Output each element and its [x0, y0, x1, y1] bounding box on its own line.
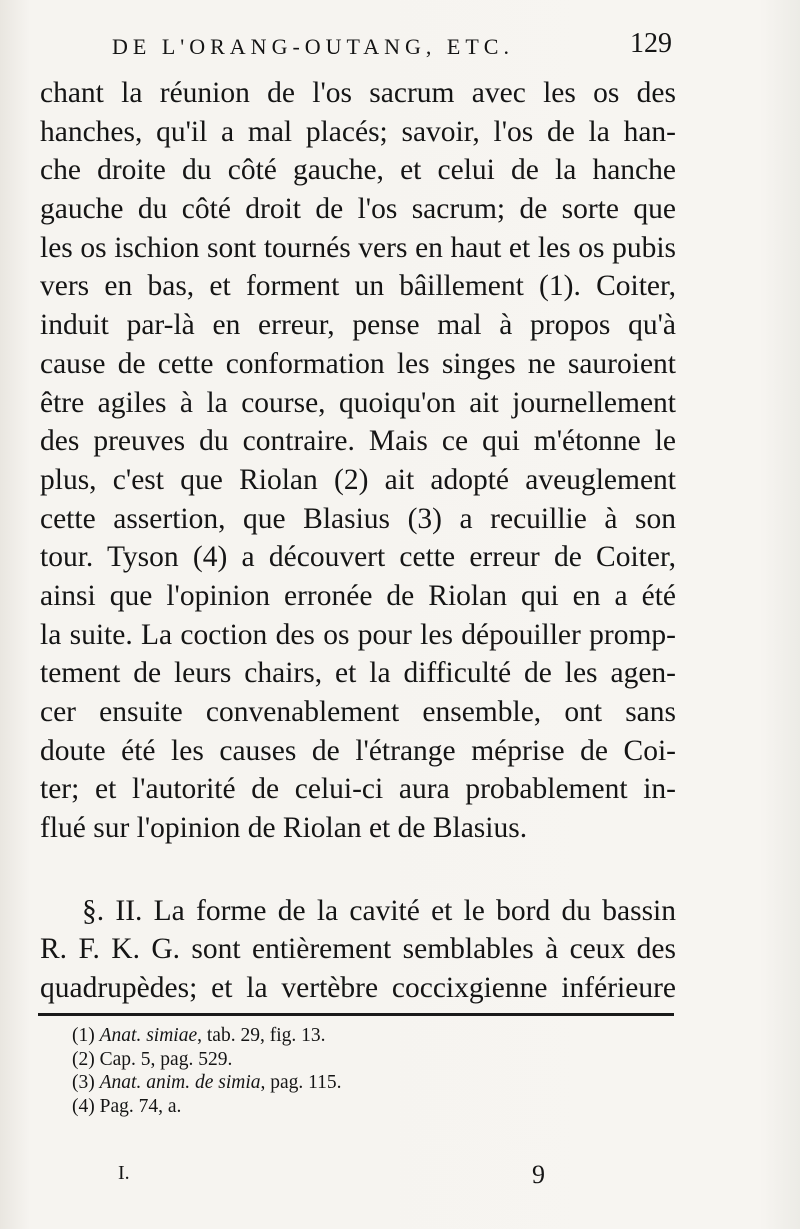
text-line: la suite. La coction des os pour les dépouiller promp-: [40, 618, 676, 651]
footnote: [72, 1048, 672, 1072]
footnote-mark: (4): [72, 1095, 100, 1117]
text-line: les os ischion sont tournés vers en haut et les os pubis: [40, 231, 676, 264]
text-line: plus, c'est que Riolan (2) ait adopté aveuglement: [40, 463, 676, 496]
text-line: cette assertion, que Blasius (3) a recuillie à son: [40, 502, 676, 535]
footnote-mark: (3): [72, 1072, 100, 1094]
text-line: cause de cette conformation les singes ne sauroient: [40, 347, 676, 380]
text-line: quadrupèdes; et la vertèbre coccixgienne inférieure: [40, 972, 676, 1005]
paragraph-2: [40, 892, 676, 1008]
text-line: tour. Tyson (4) a découvert cette erreur de Coiter,: [40, 541, 676, 574]
text-line: cer ensuite convenablement ensemble, ont sans: [40, 696, 676, 728]
footnote-title: Anat. simiae: [99, 1025, 198, 1046]
footnotes: [72, 1024, 672, 1118]
text-line: être agiles à la course, quoiqu'on ait journellement: [40, 386, 676, 419]
page-header: [112, 28, 672, 68]
text-line: chant la réunion de l'os sacrum avec les os des: [40, 77, 676, 109]
text-line: tement de leurs chairs, et la difficulté de les agen-: [40, 657, 676, 690]
text-line: des preuves du contraire. Mais ce qui m'étonne le: [40, 425, 676, 458]
text-line: che droite du côté gauche, et celui de la hanche: [40, 154, 676, 187]
footnote-reference: , pag. 115.: [260, 1072, 342, 1094]
text-line: flué sur l'opinion de Riolan et de Blasius.: [40, 812, 528, 845]
footnote-reference: Pag. 74, a.: [99, 1095, 182, 1117]
footnote-reference: Cap. 5, pag. 529.: [99, 1048, 233, 1070]
signature-mark: I.: [118, 1162, 130, 1184]
footnote-title: Anat. anim. de simia: [99, 1072, 261, 1094]
signature-number: 9: [532, 1160, 545, 1189]
text-line: gauche du côté droit de l'os sacrum; de sorte que: [40, 193, 676, 226]
text-line: hanches, qu'il a mal placés; savoir, l'os de la han-: [40, 115, 676, 148]
text-line: doute été les causes de l'étrange méprise de Coi-: [40, 734, 676, 767]
footnote-rule: [38, 1013, 674, 1016]
footnote-mark: (2): [72, 1048, 100, 1070]
footnote: [72, 1024, 672, 1048]
text-line: §. II. La forme de la cavité et le bord du bassin: [82, 894, 676, 927]
running-head: DE L'ORANG-OUTANG, ETC.: [112, 34, 514, 59]
text-line: vers en bas, et forment un bâillement (1). Coiter,: [40, 270, 676, 303]
footnote: [72, 1071, 672, 1095]
page-number: 129: [630, 28, 672, 59]
footnote-mark: (1): [72, 1025, 100, 1046]
text-line: R. F. K. G. sont entièrement semblables à ceux des: [40, 933, 676, 966]
paragraph-1: [40, 74, 676, 848]
footnote: [72, 1095, 672, 1119]
text-line: induit par-là en erreur, pense mal à propos qu'à: [40, 309, 676, 342]
footnote-reference: , tab. 29, fig. 13.: [197, 1025, 326, 1046]
text-line: ainsi que l'opinion erronée de Riolan qui en a été: [40, 579, 676, 612]
body-text: [40, 74, 676, 1008]
text-line: ter; et l'autorité de celui-ci aura probablement in-: [40, 773, 676, 806]
